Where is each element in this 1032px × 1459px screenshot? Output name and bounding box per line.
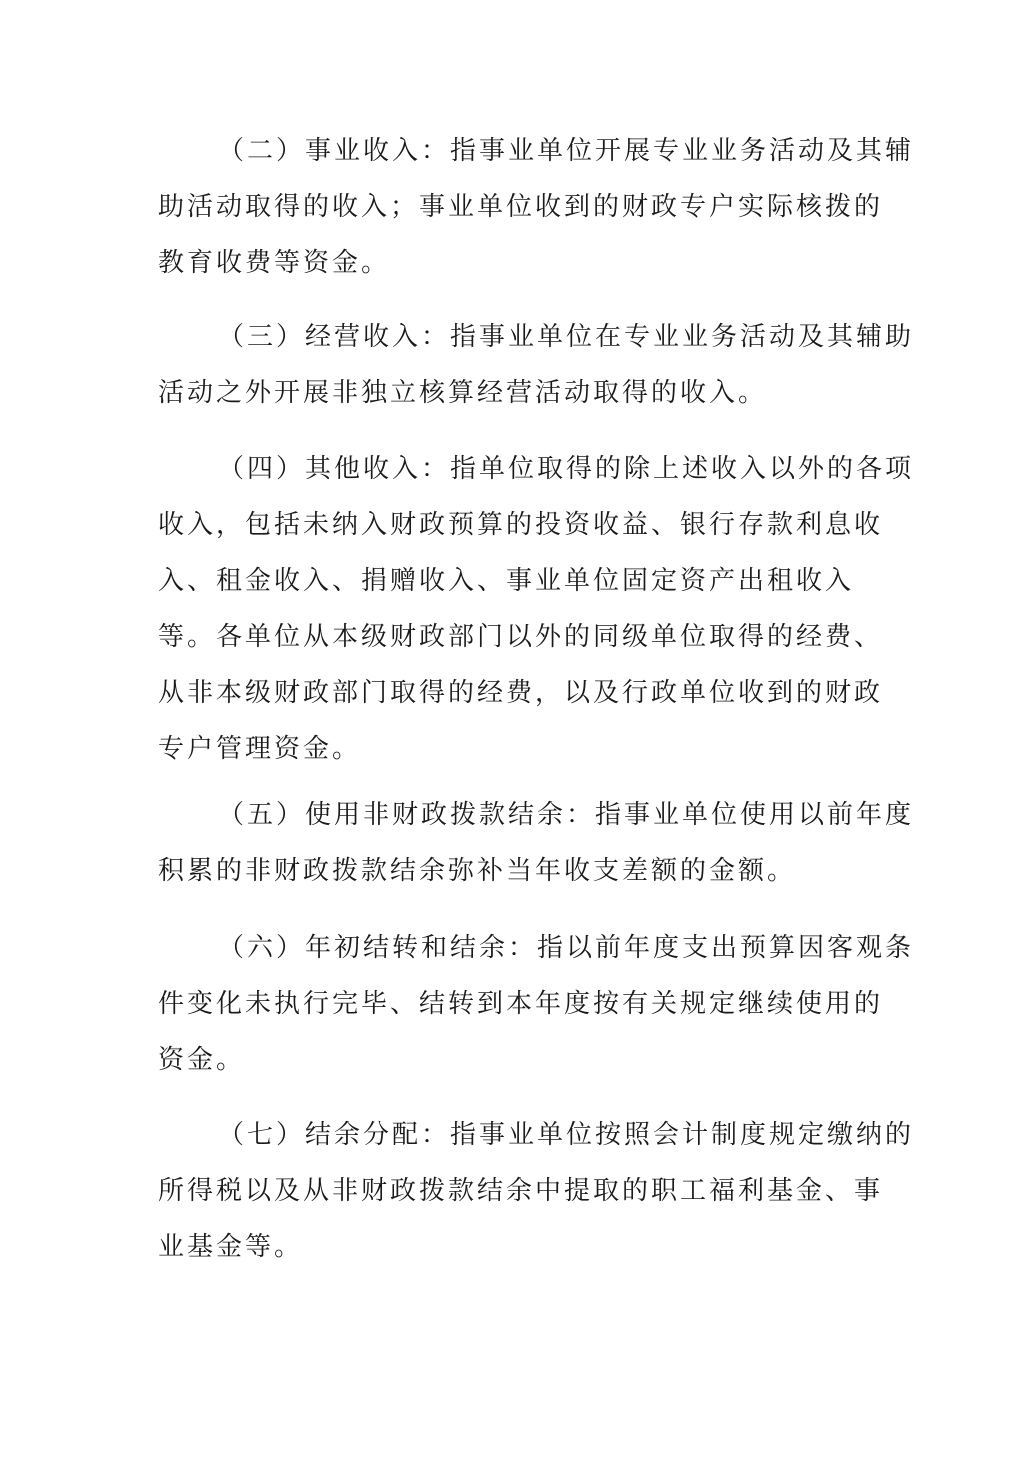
paragraph-line: 收入，包括未纳入财政预算的投资收益、银行存款利息收 <box>158 510 884 540</box>
paragraph-line: 业基金等。 <box>158 1232 304 1262</box>
paragraph-line: （五）使用非财政拨款结余：指事业单位使用以前年度 <box>218 800 915 830</box>
paragraph-line: 入、租金收入、捐赠收入、事业单位固定资产出租收入 <box>158 566 855 596</box>
paragraph-line: 资金。 <box>158 1045 246 1075</box>
paragraph-line: （四）其他收入：指单位取得的除上述收入以外的各项 <box>218 454 915 484</box>
paragraph-line: 从非本级财政部门取得的经费，以及行政单位收到的财政 <box>158 678 884 708</box>
paragraph-line: 教育收费等资金。 <box>158 248 391 278</box>
paragraph-line: 等。各单位从本级财政部门以外的同级单位取得的经费、 <box>158 622 884 652</box>
paragraph-line: （二）事业收入：指事业单位开展专业业务活动及其辅 <box>218 136 915 166</box>
paragraph-line: 助活动取得的收入；事业单位收到的财政专户实际核拨的 <box>158 192 884 222</box>
paragraph-line: 专户管理资金。 <box>158 734 362 764</box>
paragraph-line: （七）结余分配：指事业单位按照会计制度规定缴纳的 <box>218 1120 915 1150</box>
paragraph-line: （三）经营收入：指事业单位在专业业务活动及其辅助 <box>218 322 915 352</box>
paragraph-line: （六）年初结转和结余：指以前年度支出预算因客观条 <box>218 933 915 963</box>
paragraph-line: 所得税以及从非财政拨款结余中提取的职工福利基金、事 <box>158 1176 884 1206</box>
paragraph-line: 件变化未执行完毕、结转到本年度按有关规定继续使用的 <box>158 989 884 1019</box>
paragraph-line: 活动之外开展非独立核算经营活动取得的收入。 <box>158 378 768 408</box>
paragraph-line: 积累的非财政拨款结余弥补当年收支差额的金额。 <box>158 856 797 886</box>
